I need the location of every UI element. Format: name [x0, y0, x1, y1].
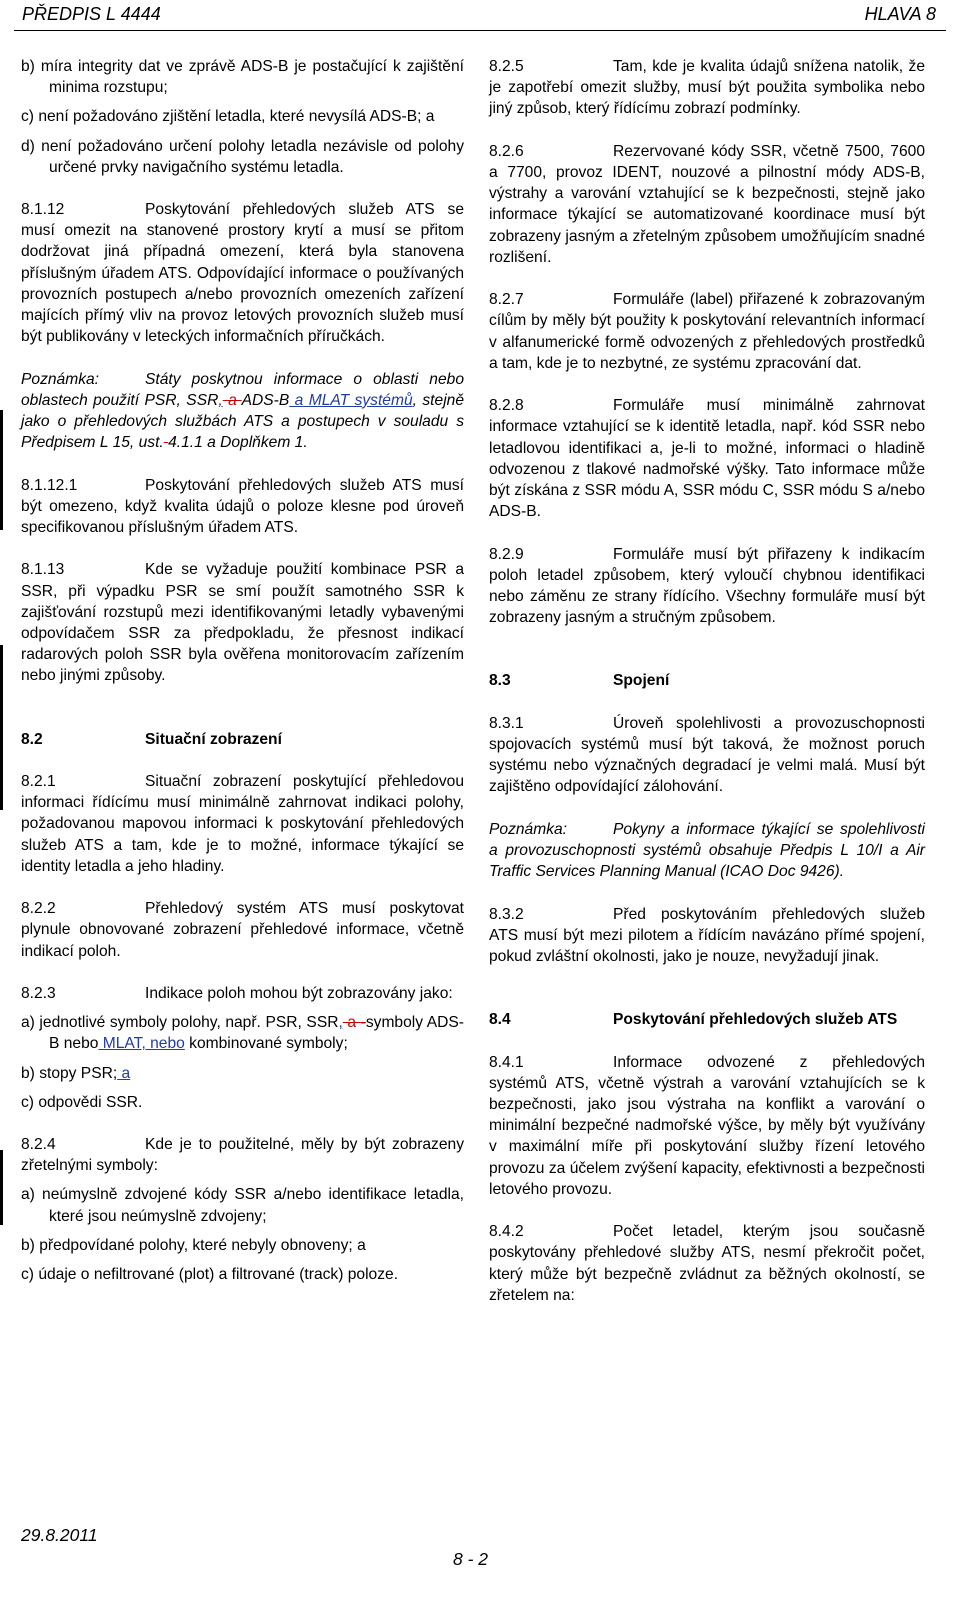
- paragraph-8-3-2: [489, 904, 925, 968]
- paragraph-text: Kde se vyžaduje použití kombinace PSR a SSR, při výpadku PSR se smí použít samotného SSR k zajišťování rozstupů mezi identifikovanými letadly vybavenými odpovídačem SSR za předpokladu, že přesnost indikací radarových poloh SSR byla ověřena monitorovacím zařízením nebo jinými způsoby.: [21, 561, 464, 685]
- note-label: Poznámka:: [489, 820, 568, 838]
- paragraph-8-2-6: [489, 141, 925, 268]
- page-number: 8 - 2: [453, 1549, 489, 1569]
- deleted-text: -: [360, 1014, 366, 1032]
- paragraph-text: Kde je to použitelné, měly by být zobrazeny zřetelnými symboly:: [21, 1136, 464, 1175]
- header-document-title: PŘEDPIS L 4444: [22, 4, 161, 24]
- paragraph-text: Poskytování přehledových služeb ATS musí být omezeno, když kvalita údajů o poloze klesne pod úroveň specifikovanou příslušným úřadem ATS.: [21, 476, 464, 537]
- list-item-text: a) jednotlivé symboly polohy, např. PSR, SSR: [21, 1014, 339, 1032]
- paragraph-8-2-1: [21, 771, 464, 877]
- paragraph-text: Počet letadel, kterým jsou současně poskytovány přehledové služby ATS, nesmí překročit počet, který může být bezpečně zvládnut za běžných okolností, se zřetelem na:: [489, 1223, 925, 1304]
- paragraph-8-4-2: [489, 1221, 925, 1306]
- note-text: Státy poskytnou informace o oblasti nebo oblastech použití PSR, SSR: [21, 370, 464, 409]
- paragraph-8-2-3: [21, 983, 464, 1004]
- section-title: Poskytování přehledových služeb ATS: [613, 1011, 898, 1029]
- list-item-b: b) míra integrity dat ve zprávě ADS-B je postačující k zajištění minima rozstupu;: [21, 58, 464, 97]
- inserted-text: a MLAT systémů: [289, 391, 413, 409]
- section-number: 8.2: [21, 730, 43, 748]
- paragraph-text: Situační zobrazení poskytující přehledovou informaci řídícímu musí minimálně zahrnovat indikaci polohy, požadovanou mapovou informaci k poskytování přehledových služeb ATS a tam, kde je to možné, informace týkající se identity letadla a jeho hladiny.: [21, 773, 464, 875]
- paragraph-text: Úroveň spolehlivosti a provozuschopnosti spojovacích systémů musí být taková, že možnost poruch systému nebo význačných degradací je velmi malá. Musí být zajištěno odpovídající zálohování.: [489, 714, 925, 796]
- note-text: ADS-B: [241, 391, 290, 409]
- paragraph-number: 8.2.6: [489, 142, 524, 160]
- deleted-text: a: [342, 1014, 361, 1032]
- inserted-text: a: [117, 1064, 131, 1082]
- page-header: [14, 0, 946, 31]
- section-number: 8.3: [489, 672, 511, 690]
- list-item-text: symboly ADS-B nebo: [49, 1014, 464, 1053]
- paragraph-number: 8.2.7: [489, 291, 524, 309]
- inserted-text: MLAT, nebo: [98, 1035, 185, 1053]
- paragraph-8-2-9: [489, 544, 925, 629]
- paragraph-number: 8.1.12.1: [21, 476, 78, 494]
- left-column: [21, 56, 464, 1293]
- paragraph-text: Formuláře musí být přiřazeny k indikacím poloh letadel způsobem, který vyloučí chybnou identifikaci nebo záměnu ze strany řídícího. Všechny formuláře musí být zobrazeny jasným a stručným způsobem.: [489, 545, 925, 627]
- note-text: , stejně jako o přehledových službách ATS a postupech v souladu s Předpisem L 15, ust.: [21, 391, 465, 452]
- paragraph-number: 8.4.2: [489, 1223, 524, 1241]
- list-item-a: a) neúmyslně zdvojené kódy SSR a/nebo identifikace letadla, které jsou neúmyslně zdvojeny;: [21, 1186, 464, 1225]
- header-chapter: HLAVA 8: [864, 4, 936, 24]
- paragraph-text: Před poskytováním přehledových služeb ATS musí být mezi pilotem a řídícím navázáno přímé spojení, pokud zvláštní okolnosti, jako je nouze, nevyžadují jinak.: [489, 905, 925, 966]
- paragraph-8-1-12-1: [21, 475, 464, 539]
- paragraph-number: 8.4.1: [489, 1053, 524, 1071]
- paragraph-number: 8.2.8: [489, 397, 524, 415]
- list-item-c: c) není požadováno zjištění letadla, které nevysílá ADS-B; a: [21, 108, 435, 126]
- paragraph-text: Informace odvozené z přehledových systémů ATS, včetně výstrah a varování vztahujících se k bezpečnosti, jako jsou výstraha na konflikt a varování o minimální bezpečné nadmořské výšce, by měly být využívány v maximální míře při poskytování služby řízení letového provozu za účelem zvýšení kapacity, efektivnosti a bezpečnosti letového provozu.: [489, 1053, 925, 1198]
- paragraph-8-1-13: [21, 559, 464, 686]
- section-heading-8-2: [21, 729, 464, 750]
- inserted-text: ,: [218, 391, 223, 409]
- paragraph-number: 8.2.4: [21, 1136, 56, 1154]
- note-text: 4.1.1 a Doplňkem 1.: [168, 434, 308, 452]
- section-title: Spojení: [613, 672, 670, 690]
- paragraph-text: Formuláře (label) přiřazené k zobrazovaným cílům by měly být použity k poskytování relevantních informací v alfanumerické formě odvozených z přehledových prostředků a tam, kde je to nezbytné, ze systému zpracování dat.: [489, 291, 925, 372]
- section-heading-8-3: [489, 670, 925, 691]
- change-bar: [0, 645, 3, 810]
- list-item-c: c) údaje o nefiltrované (plot) a filtrované (track) poloze.: [21, 1266, 399, 1284]
- paragraph-text: Formuláře musí minimálně zahrnovat informace vztahující se k identitě letadla, např. kód SSR nebo letadlovou identifikaci a, je-li to možné, informaci o hladině odvozenou z tlakové nadmořské výšky. Tato informace může být získána z SSR módu A, SSR módu C, SSR módu S a/nebo ADS-B.: [489, 397, 925, 521]
- note-8-3-1: [489, 819, 925, 883]
- paragraph-text: Přehledový systém ATS musí poskytovat plynule obnovované zobrazení přehledové informace, včetně indikací poloh.: [21, 900, 464, 960]
- note-text: Pokyny a informace týkající se spolehlivosti a provozuschopnosti systémů obsahuje Předpis L 10/I a Air Traffic Services Planning Manual (ICAO Doc 9426).: [489, 820, 925, 881]
- paragraph-8-2-4: [21, 1134, 464, 1176]
- deleted-text: a: [222, 391, 242, 409]
- paragraph-text: Indikace poloh mohou být zobrazovány jako:: [145, 985, 453, 1003]
- inserted-text: ,: [338, 1014, 343, 1032]
- section-title: Situační zobrazení: [145, 730, 282, 748]
- change-bar: [0, 410, 3, 530]
- note-8-1-12: [21, 369, 464, 454]
- section-heading-8-4: [489, 1009, 925, 1030]
- list-item-b: b) předpovídané polohy, které nebyly obnoveny; a: [21, 1236, 366, 1254]
- paragraph-8-2-5: [489, 56, 925, 120]
- section-number: 8.4: [489, 1011, 511, 1029]
- paragraph-number: 8.3.1: [489, 714, 524, 732]
- note-label: Poznámka:: [21, 370, 100, 388]
- list-item-text: b) stopy PSR;: [21, 1064, 118, 1082]
- paragraph-number: 8.3.2: [489, 905, 524, 923]
- list-item-c: c) odpovědi SSR.: [21, 1093, 143, 1111]
- paragraph-8-2-2: [21, 898, 464, 962]
- paragraph-number: 8.2.5: [489, 58, 524, 75]
- paragraph-8-2-8: [489, 395, 925, 522]
- paragraph-8-3-1: [489, 713, 925, 798]
- paragraph-number: 8.2.9: [489, 545, 524, 563]
- paragraph-number: 8.2.3: [21, 985, 56, 1003]
- paragraph-number: 8.1.12: [21, 201, 65, 219]
- footer-date: 29.8.2011: [21, 1525, 98, 1545]
- paragraph-number: 8.1.13: [21, 561, 65, 579]
- change-bar: [0, 1150, 3, 1225]
- paragraph-number: 8.2.2: [21, 900, 56, 918]
- paragraph-8-4-1: [489, 1052, 925, 1200]
- paragraph-8-1-12: [21, 199, 464, 347]
- paragraph-8-2-7: [489, 289, 925, 374]
- right-column: [489, 56, 925, 1327]
- paragraph-text: Tam, kde je kvalita údajů snížena natolik, že je zapotřebí omezit služby, musí být použita symbolika nebo jiný způsob, který řídícímu zobrazí podmínky.: [489, 58, 925, 118]
- list-item-text: kombinované symboly;: [184, 1035, 348, 1053]
- paragraph-number: 8.2.1: [21, 773, 56, 791]
- list-item-d: d) není požadováno určení polohy letadla nezávisle od polohy určené prvky navigačního systému letadla.: [21, 137, 464, 176]
- list-item-b: [21, 1063, 464, 1084]
- paragraph-text: Poskytování přehledových služeb ATS se musí omezit na stanovené prostory krytí a musí se přitom dodržovat jiná případná omezení, která byla stanovena příslušným úřadem ATS. Odpovídající informace o používaných provozních postupech a/nebo provozních omezeních zařízení majících přímý vliv na provoz letových provozních služeb musí být publikovány v leteckých informačních příručkách.: [21, 201, 464, 346]
- list-item-a: [21, 1012, 464, 1054]
- paragraph-text: Rezervované kódy SSR, včetně 7500, 7600 a 7700, provoz IDENT, nouzové a pilnostní módy ADS-B, výstrahy a varování vztahující se k bezpečnosti, stejně jako informace týkající se automatizované koordinace musí být zobrazeny jasným a zřetelným způsobem umožňujícím snadné rozlišení.: [489, 142, 925, 266]
